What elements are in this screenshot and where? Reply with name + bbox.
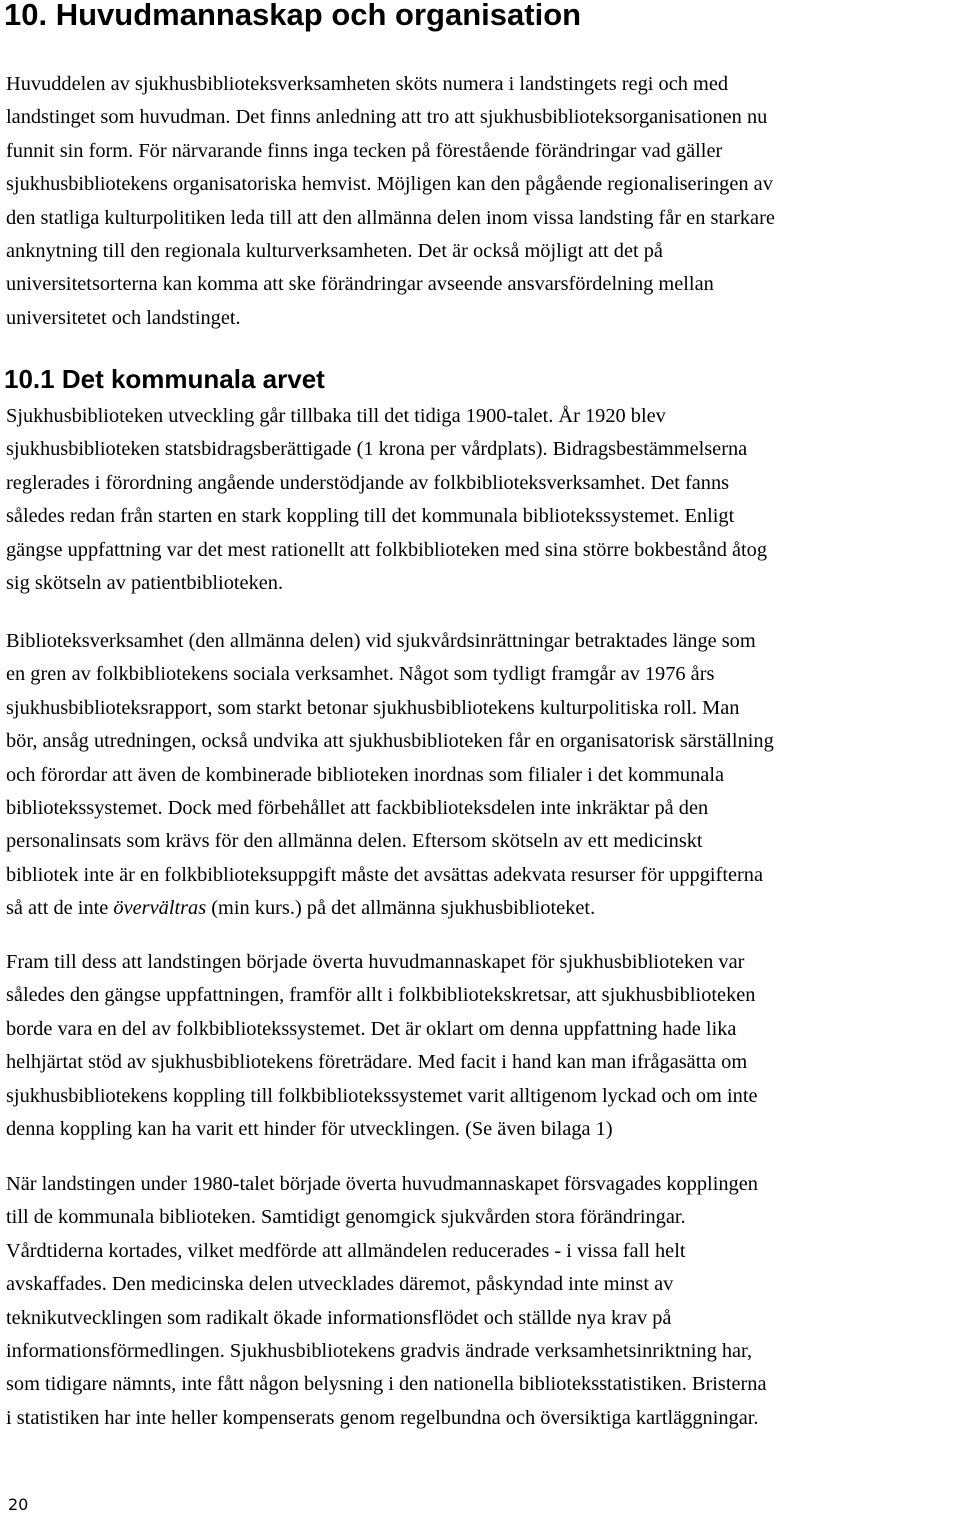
text-line: således den gängse uppfattningen, framför allt i folkbibliotekskretsar, att sjukhusbiblioteken — [6, 984, 756, 1007]
chapter-heading: 10. Huvudmannaskap och organisation — [4, 0, 582, 32]
text-line: bör, ansåg utredningen, också undvika att sjukhusbiblioteken får en organisatorisk särställning — [6, 730, 774, 753]
text-line: bibliotek inte är en folkbiblioteksuppgift måste det avsättas adekvata resurser för uppgifterna — [6, 863, 764, 886]
text-line: sjukhusbiblioteksrapport, som starkt betonar sjukhusbibliotekens kulturpolitiska roll. Man — [6, 696, 740, 719]
paragraph-5 — [6, 1168, 960, 1435]
paragraph-1 — [6, 68, 960, 335]
text-line: i statistiken har inte heller kompenserats genom regelbundna och översiktiga kartläggningar. — [6, 1406, 759, 1429]
text-line: Fram till dess att landstingen började överta huvudmannaskapet för sjukhusbiblioteken var — [6, 951, 745, 973]
text-run: så att de inte — [6, 897, 114, 920]
text-line: teknikutvecklingen som radikalt ökade informationsflödet och ställde nya krav på — [6, 1306, 672, 1329]
text-line: landstinget som huvudman. Det finns anledning att tro att sjukhusbiblioteksorganisationen nu — [6, 106, 768, 129]
text-line: sjukhusbiblioteken statsbidragsberättigade (1 krona per vårdplats). Bidragsbestämmelserna — [6, 438, 748, 461]
text-line: till de kommunala biblioteken. Samtidigt genomgick sjukvården stora förändringar. — [6, 1206, 686, 1229]
text-line: sjukhusbibliotekens koppling till folkbibliotekssystemet varit alltigenom lyckad och om inte — [6, 1084, 758, 1107]
section-heading: 10.1 Det kommunala arvet — [4, 364, 325, 394]
text-line: anknytning till den regionala kulturverksamheten. Det är också möjligt att det på — [6, 240, 663, 263]
text-line: universitetet och landstinget. — [6, 306, 241, 329]
text-line: Vårdtiderna kortades, vilket medförde att allmändelen reducerades - i vissa fall helt — [6, 1239, 686, 1262]
text-line: universitetsorterna kan komma att ske förändringar avseende ansvarsfördelning mellan — [6, 273, 714, 296]
paragraph-2 — [6, 400, 960, 600]
text-line: Biblioteksverksamhet (den allmänna delen) vid sjukvårdsinrättningar betraktades länge som — [6, 630, 756, 652]
emphasized-word: övervältras — [113, 897, 207, 920]
text-line: en gren av folkbibliotekens sociala verksamhet. Något som tydligt framgår av 1976 års — [6, 663, 715, 686]
text-line: den statliga kulturpolitiken leda till att den allmänna delen inom vissa landsting får en starkare — [6, 206, 775, 229]
text-line: som tidigare nämnts, inte fått någon belysning i den nationella biblioteksstatistiken. Bristerna — [6, 1373, 767, 1396]
text-line: och förordar att även de kombinerade biblioteken inordnas som filialer i det kommunala — [6, 763, 725, 786]
page-number: 20 — [8, 1495, 29, 1514]
text-line: helhjärtat stöd av sjukhusbibliotekens företrädare. Med facit i hand kan man ifrågasätta om — [6, 1051, 748, 1074]
text-line: reglerades i förordning angående understödjande av folkbiblioteksverksamhet. Det fanns — [6, 471, 730, 494]
text-line: således redan från starten en stark koppling till det kommunala bibliotekssystemet. Enligt — [6, 505, 735, 528]
text-line: gängse uppfattning var det mest rationellt att folkbiblioteken med sina större bokbestånd åtog — [6, 538, 768, 561]
text-line: borde vara en del av folkbibliotekssystemet. Det är oklart om denna uppfattning hade lika — [6, 1017, 737, 1040]
text-line: personalinsats som krävs för den allmänna delen. Eftersom skötseln av ett medicinskt — [6, 830, 703, 853]
text-line: När landstingen under 1980-talet började överta huvudmannaskapet försvagades kopplingen — [6, 1173, 758, 1195]
text-line: Huvuddelen av sjukhusbiblioteksverksamheten sköts numera i landstingets regi och med — [6, 73, 729, 95]
text-line: sjukhusbibliotekens organisatoriska hemvist. Möjligen kan den pågående regionaliseringen av — [6, 173, 773, 196]
text-line: denna koppling kan ha varit ett hinder för utvecklingen. (Se även bilaga 1) — [6, 1118, 613, 1141]
text-line: funnit sin form. För närvarande finns inga tecken på förestående förändringar vad gäller — [6, 139, 723, 162]
text-line: avskaffades. Den medicinska delen utvecklades däremot, påskyndad inte minst av — [6, 1273, 674, 1296]
paragraph-3 — [6, 625, 960, 926]
paragraph-4 — [6, 946, 960, 1146]
text-run: (min kurs.) på det allmänna sjukhusbiblioteket. — [206, 897, 596, 920]
text-line: Sjukhusbiblioteken utveckling går tillbaka till det tidiga 1900-talet. År 1920 blev — [6, 405, 666, 427]
text-line: bibliotekssystemet. Dock med förbehållet att fackbiblioteksdelen inte inkräktar på den — [6, 797, 709, 820]
text-line: informationsförmedlingen. Sjukhusbibliotekens gradvis ändrade verksamhetsinriktning har, — [6, 1340, 753, 1363]
text-line: sig skötseln av patientbiblioteken. — [6, 572, 284, 595]
text-line-with-emphasis — [6, 892, 960, 925]
